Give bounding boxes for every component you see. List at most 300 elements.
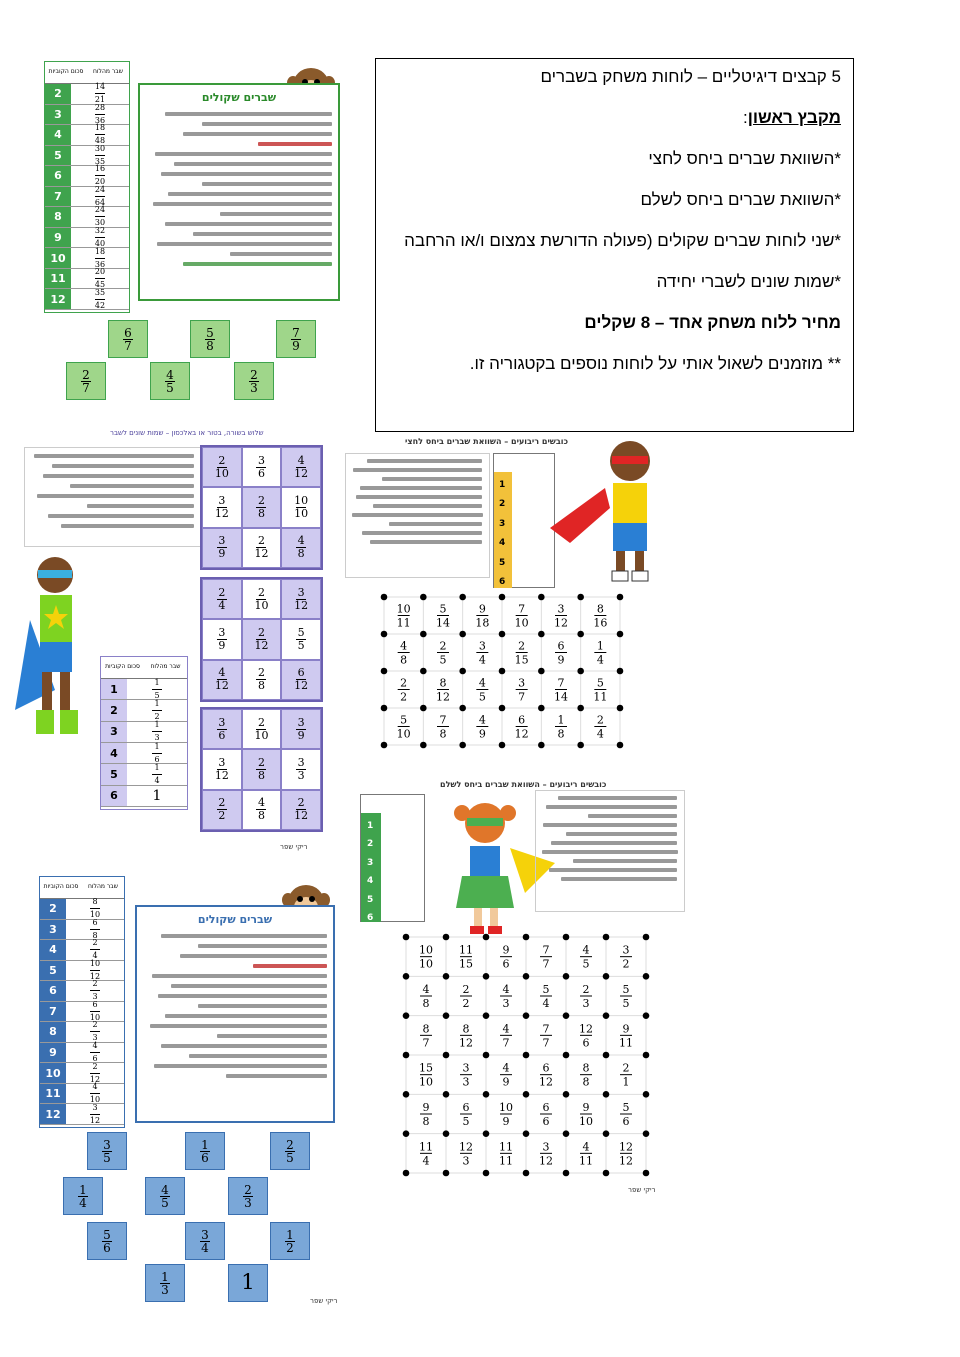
fraction-tile	[270, 1132, 310, 1170]
grid-cell	[242, 749, 282, 789]
grid-dot[interactable]	[443, 934, 450, 941]
fraction-denominator: 8	[422, 997, 430, 1010]
grid-dot[interactable]	[483, 1012, 490, 1019]
fraction: 3 4	[201, 1227, 209, 1255]
grid-dot[interactable]	[483, 973, 490, 980]
grid-dot[interactable]	[483, 934, 490, 941]
grid-dot[interactable]	[617, 668, 624, 675]
fraction-tile	[145, 1264, 185, 1302]
grid-cell	[281, 487, 321, 527]
table-row: 7 6 10	[40, 1002, 124, 1023]
fraction-numerator: 4	[502, 983, 510, 996]
fraction: 18 48	[94, 123, 106, 146]
fraction: 1	[241, 1270, 255, 1295]
fraction-numerator: 7	[542, 1022, 550, 1036]
table-row: 8 2 3	[40, 1022, 124, 1043]
fraction-denominator: 11	[579, 1154, 593, 1168]
table-row: 6 16 20	[45, 166, 129, 187]
fraction-denominator: 4	[478, 653, 486, 667]
fraction: 1 6	[201, 1137, 209, 1165]
fraction: 3 3	[297, 755, 305, 782]
fraction: 3 12	[89, 1102, 101, 1125]
fraction-numerator: 4	[502, 1061, 510, 1075]
grid-dot[interactable]	[403, 1052, 410, 1059]
fraction: 2 10	[254, 715, 269, 742]
fraction-tile	[87, 1222, 127, 1260]
fraction-numerator: 7	[542, 943, 550, 957]
table-row: 3 1 3	[101, 722, 187, 743]
grid-dot[interactable]	[499, 742, 506, 749]
grid-dot[interactable]	[538, 705, 545, 712]
grid-dot[interactable]	[563, 1130, 570, 1137]
fraction-denominator: 7	[502, 1036, 510, 1050]
grid-dot[interactable]	[603, 1012, 610, 1019]
dice-table: 1 2 3 4 5 6	[493, 453, 555, 588]
fraction-denominator: 12	[539, 1075, 553, 1089]
fraction: 2 8	[257, 755, 265, 782]
fraction-tile	[234, 362, 274, 400]
fraction-tile	[150, 362, 190, 400]
fraction-numerator: 2	[622, 1061, 630, 1075]
fraction: 1	[152, 787, 162, 804]
fraction: 2 4	[218, 585, 226, 612]
grid-dot[interactable]	[459, 631, 466, 638]
fraction-denominator: 16	[593, 616, 608, 630]
grid-cell	[242, 447, 282, 487]
fraction-denominator: 9	[478, 727, 486, 741]
grid-dot[interactable]	[617, 742, 624, 749]
grid-dot[interactable]	[577, 594, 584, 601]
instructions-panel	[138, 83, 340, 301]
instructions-panel	[345, 453, 490, 578]
table-row: 10 18 36	[45, 248, 129, 269]
item-equivalent: *שני לוחות שברים שקולים (פעולה הדורשת צמצום ו/או הרחבה	[404, 231, 841, 250]
grid-dot[interactable]	[381, 705, 388, 712]
grid-dot[interactable]	[523, 1012, 530, 1019]
fraction: 10 10	[294, 493, 309, 520]
dice-table: 1 2 3 4 5 6	[360, 794, 425, 922]
instructions-panel	[135, 905, 335, 1123]
fraction: 1 2	[286, 1227, 294, 1255]
dice-table: סכום הקוביות שבר מהלוח 2 8 10 3 6 8 4 2 4 5 10 12 6 2 3 7 6 10 8 2 3 9 4 6 10 2 12 11 4 10 12 3 12	[39, 876, 125, 1128]
fraction: 1 5	[152, 678, 162, 701]
grid-dot[interactable]	[603, 973, 610, 980]
fraction: 1 3	[161, 1269, 169, 1297]
fraction: 16 20	[94, 164, 106, 187]
grid-dot[interactable]	[563, 1012, 570, 1019]
fraction-grid-3	[200, 707, 323, 832]
fraction-tile	[63, 1177, 103, 1215]
grid-dot[interactable]	[403, 1091, 410, 1098]
fraction-tile	[228, 1264, 268, 1302]
fraction-numerator: 6	[542, 1061, 550, 1075]
fraction-numerator: 2	[582, 983, 590, 996]
fraction-denominator: 14	[436, 616, 450, 630]
fraction: 7 9	[292, 325, 300, 353]
superhero-boy-illustration	[10, 550, 110, 745]
fraction-numerator: 1	[596, 639, 604, 653]
fraction-numerator: 3	[557, 602, 565, 616]
fraction-denominator: 14	[554, 690, 568, 704]
grid-dot[interactable]	[643, 934, 650, 941]
fraction-numerator: 2	[518, 639, 526, 653]
grid-dot[interactable]	[459, 705, 466, 712]
fraction: 2 2	[218, 796, 226, 823]
grid-dot[interactable]	[643, 1091, 650, 1098]
board-unit-names-purple	[10, 425, 330, 855]
fraction-numerator: 11	[419, 1140, 433, 1154]
grid-cell	[281, 660, 321, 700]
fraction: 28 36	[94, 102, 106, 125]
grid-dot[interactable]	[420, 594, 427, 601]
grid-dot[interactable]	[443, 1012, 450, 1019]
grid-dot[interactable]	[563, 1091, 570, 1098]
fraction-denominator: 11	[396, 616, 411, 630]
grid-dot[interactable]	[443, 1170, 450, 1177]
fraction: 3 12	[214, 493, 229, 520]
fraction-tile	[228, 1177, 268, 1215]
fraction: 3 9	[218, 534, 226, 561]
fraction: 2 12	[294, 796, 309, 823]
grid-cell	[202, 579, 242, 619]
fraction-denominator: 2	[400, 690, 408, 704]
grid-dot[interactable]	[499, 594, 506, 601]
grid-dot[interactable]	[617, 594, 624, 601]
fraction: 4 12	[214, 666, 229, 693]
fraction-numerator: 8	[422, 1022, 430, 1036]
fraction-grid-2	[200, 577, 323, 702]
table-row: 6 1	[101, 786, 187, 807]
fraction: 6 7	[124, 325, 132, 353]
fraction: 5 5	[297, 625, 305, 652]
grid-dot[interactable]	[459, 594, 466, 601]
fraction-numerator: 15	[419, 1061, 433, 1075]
fraction-numerator: 9	[622, 1022, 630, 1036]
fraction: 4 12	[294, 453, 309, 480]
fraction-denominator: 12	[514, 727, 529, 741]
fraction-numerator: 4	[478, 676, 486, 690]
grid-cell	[281, 709, 321, 749]
fraction: 2 3	[90, 979, 100, 1002]
grid-dot[interactable]	[403, 973, 410, 980]
fraction: 1 3	[152, 720, 162, 743]
fraction-tile	[276, 320, 316, 358]
grid-dot[interactable]	[420, 631, 427, 638]
fraction: 4 8	[297, 534, 305, 561]
fraction-denominator: 5	[439, 653, 447, 667]
fraction-numerator: 6	[542, 1101, 550, 1114]
grid-dot[interactable]	[483, 1130, 490, 1137]
grid-cell	[281, 790, 321, 830]
fraction: 10 12	[89, 958, 101, 981]
fraction-numerator: 4	[422, 983, 430, 996]
grid-dot[interactable]	[420, 742, 427, 749]
item-whole: *השוואת שברים ביחס לשלם	[640, 190, 841, 209]
fraction: 3 6	[218, 715, 226, 742]
grid-dot[interactable]	[643, 1130, 650, 1137]
fraction: 2 12	[254, 534, 269, 561]
grid-cell	[281, 579, 321, 619]
fraction: 2 12	[89, 1061, 101, 1084]
signature: ריקי שפר	[628, 1186, 656, 1194]
fraction-numerator: 2	[596, 713, 604, 727]
grid-dot[interactable]	[538, 631, 545, 638]
product-info-box	[375, 58, 854, 432]
fraction-tile	[270, 1222, 310, 1260]
fraction-numerator: 5	[400, 713, 408, 727]
grid-dot[interactable]	[603, 1170, 610, 1177]
fraction: 4 10	[89, 1082, 101, 1105]
grid-dot[interactable]	[403, 934, 410, 941]
grid-dot[interactable]	[603, 1130, 610, 1137]
fraction-tile	[185, 1132, 225, 1170]
fraction-denominator: 8	[582, 1075, 590, 1089]
fraction-denominator: 8	[557, 727, 565, 741]
fraction-numerator: 5	[622, 983, 630, 996]
fraction: 30 35	[94, 143, 106, 166]
fraction-numerator: 12	[579, 1022, 593, 1036]
fraction-grid-1	[200, 445, 323, 570]
fraction-denominator: 11	[499, 1154, 513, 1168]
grid-dot[interactable]	[617, 631, 624, 638]
grid-cell	[202, 660, 242, 700]
grid-dot[interactable]	[499, 668, 506, 675]
grid-dot[interactable]	[563, 1170, 570, 1177]
fraction-denominator: 2	[462, 997, 470, 1010]
grid-dot[interactable]	[603, 1091, 610, 1098]
table-row: 2 8 10	[40, 899, 124, 920]
fraction-numerator: 4	[478, 713, 486, 727]
fraction-denominator: 10	[514, 616, 529, 630]
fraction: 3 5	[103, 1137, 111, 1165]
board-equivalent-blue	[35, 872, 350, 1312]
board-equivalent-green	[40, 55, 350, 400]
fraction-numerator: 7	[518, 602, 526, 616]
fraction-numerator: 3	[518, 676, 526, 690]
fraction-denominator: 6	[622, 1115, 630, 1128]
fraction-numerator: 8	[439, 676, 447, 690]
fraction-denominator: 12	[554, 616, 568, 630]
fraction: 24 30	[94, 205, 106, 228]
fraction-numerator: 7	[557, 676, 565, 690]
fraction-numerator: 9	[422, 1101, 430, 1114]
grid-dot[interactable]	[483, 1091, 490, 1098]
fraction: 2 4	[90, 938, 100, 961]
fraction-numerator: 8	[462, 1022, 470, 1036]
fraction-denominator: 7	[542, 957, 550, 971]
table-row: 12 35 42	[45, 289, 129, 310]
grid-dot[interactable]	[523, 1091, 530, 1098]
fraction-denominator: 9	[502, 1115, 510, 1128]
fraction-numerator: 9	[502, 943, 510, 957]
grid-dot[interactable]	[443, 1091, 450, 1098]
grid-dot[interactable]	[459, 742, 466, 749]
fraction-tile	[145, 1177, 185, 1215]
fraction-denominator: 7	[422, 1036, 430, 1050]
fraction-numerator: 2	[439, 639, 447, 653]
grid-dot[interactable]	[499, 705, 506, 712]
grid-dot[interactable]	[459, 668, 466, 675]
fraction-numerator: 4	[400, 639, 408, 653]
fraction-numerator: 12	[459, 1140, 473, 1154]
fraction-numerator: 12	[619, 1140, 633, 1154]
fraction: 4 5	[166, 367, 174, 395]
grid-cell	[281, 447, 321, 487]
board-title: כובשים ריבועים – השוואת שברים ביחס לשלם	[440, 780, 607, 789]
grid-cell	[242, 487, 282, 527]
fraction-tile	[108, 320, 148, 358]
grid-dot[interactable]	[381, 742, 388, 749]
instructions-panel	[535, 790, 685, 912]
grid-dot[interactable]	[603, 934, 610, 941]
fraction: 2 8	[257, 666, 265, 693]
table-row: 4 18 48	[45, 125, 129, 146]
table-row: 3 6 8	[40, 920, 124, 941]
fraction: 2 8	[257, 493, 265, 520]
grid-dot[interactable]	[617, 705, 624, 712]
grid-cell	[202, 487, 242, 527]
grid-dot[interactable]	[523, 1170, 530, 1177]
grid-dot[interactable]	[403, 1170, 410, 1177]
grid-dot[interactable]	[443, 1052, 450, 1059]
grid-dot[interactable]	[577, 668, 584, 675]
grid-dot[interactable]	[483, 1052, 490, 1059]
grid-dot[interactable]	[523, 1130, 530, 1137]
grid-dot[interactable]	[523, 934, 530, 941]
dice-table: סכום הקוביות שבר מהלוח 2 14 21 3 28 36 4 18 48 5 30 35 6 16 20 7 24 64 8 24 30 9 32 40 10 18 36 11 20 45 12 35 42	[44, 61, 130, 313]
grid-dot[interactable]	[563, 934, 570, 941]
grid-cell	[281, 619, 321, 659]
fraction-denominator: 6	[502, 957, 510, 971]
fraction-denominator: 3	[462, 1075, 470, 1089]
fraction-numerator: 8	[596, 602, 604, 616]
grid-dot[interactable]	[603, 1052, 610, 1059]
fraction-denominator: 8	[422, 1115, 430, 1128]
fraction-numerator: 3	[478, 639, 486, 653]
fraction-denominator: 7	[542, 1036, 550, 1050]
grid-dot[interactable]	[643, 1012, 650, 1019]
fraction: 1 4	[79, 1182, 87, 1210]
table-row: 4 2 4	[40, 940, 124, 961]
grid-dot[interactable]	[443, 973, 450, 980]
fraction-numerator: 1	[557, 713, 565, 727]
grid-cell	[202, 790, 242, 830]
grid-dot[interactable]	[643, 1170, 650, 1177]
fraction-denominator: 5	[582, 957, 590, 971]
grid-dot[interactable]	[381, 668, 388, 675]
fraction-denominator: 8	[400, 653, 408, 667]
grid-dot[interactable]	[643, 973, 650, 980]
grid-cell	[281, 528, 321, 568]
table-row: 7 24 64	[45, 187, 129, 208]
fraction-denominator: 10	[419, 1075, 433, 1089]
grid-cell	[242, 660, 282, 700]
fraction-denominator: 5	[462, 1115, 470, 1128]
fraction-numerator: 3	[462, 1061, 470, 1075]
fraction-denominator: 4	[596, 653, 604, 667]
table-row: 2 14 21	[45, 84, 129, 105]
signature: ריקי שפר	[280, 843, 308, 851]
fraction: 5 8	[206, 325, 214, 353]
grid-cell	[281, 749, 321, 789]
invite-line: ** מוזמנים לשאול אותי על לוחות נוספים בקטגוריה זו.	[469, 354, 841, 373]
fraction: 6 10	[89, 999, 101, 1022]
fraction-denominator: 10	[579, 1115, 593, 1128]
table-row: 6 2 3	[40, 981, 124, 1002]
fraction: 5 6	[103, 1227, 111, 1255]
grid-dot[interactable]	[577, 631, 584, 638]
grid-cell	[202, 528, 242, 568]
fraction-numerator: 5	[542, 983, 550, 996]
grid-dot[interactable]	[403, 1130, 410, 1137]
fraction: 32 40	[94, 225, 106, 248]
fraction: 3 12	[294, 585, 309, 612]
grid-dot[interactable]	[563, 1052, 570, 1059]
grid-dot[interactable]	[577, 705, 584, 712]
fraction: 2 10	[214, 453, 229, 480]
fraction: 14 21	[94, 82, 106, 105]
grid-dot[interactable]	[577, 742, 584, 749]
fraction-numerator: 9	[478, 602, 486, 616]
fraction-denominator: 4	[422, 1154, 430, 1168]
table-row: 4 1 6	[101, 743, 187, 764]
fraction-numerator: 10	[396, 602, 411, 616]
item-unit-names: *שמות שונים לשברי יחידה	[656, 272, 841, 291]
board-title: שלוש בשורה, בטור או באלכסון – שמות שונים לשבר	[110, 429, 264, 437]
fraction-denominator: 11	[619, 1036, 633, 1050]
fraction: 1 6	[152, 742, 162, 765]
grid-dot[interactable]	[420, 705, 427, 712]
grid-dot[interactable]	[499, 631, 506, 638]
grid-dot[interactable]	[381, 594, 388, 601]
grid-dot[interactable]	[403, 1012, 410, 1019]
fraction: 4 5	[161, 1182, 169, 1210]
fraction-tile	[190, 320, 230, 358]
grid-dot[interactable]	[538, 742, 545, 749]
fraction-numerator: 5	[439, 602, 447, 616]
grid-dot[interactable]	[443, 1130, 450, 1137]
fraction-denominator: 18	[475, 616, 490, 630]
grid-dot[interactable]	[538, 668, 545, 675]
fraction-denominator: 8	[439, 727, 447, 741]
fraction: 2 3	[244, 1182, 252, 1210]
fraction-denominator: 3	[462, 1154, 470, 1168]
dot-grid	[402, 933, 657, 1188]
fraction-numerator: 5	[596, 676, 604, 690]
fraction-denominator: 6	[542, 1115, 550, 1128]
fraction-denominator: 9	[557, 653, 565, 667]
grid-dot[interactable]	[381, 631, 388, 638]
fraction-denominator: 9	[502, 1075, 510, 1089]
grid-dot[interactable]	[643, 1052, 650, 1059]
fraction-denominator: 5	[478, 690, 486, 704]
fraction: 2 10	[254, 585, 269, 612]
grid-dot[interactable]	[483, 1170, 490, 1177]
fraction-numerator: 7	[439, 713, 447, 727]
grid-dot[interactable]	[563, 973, 570, 980]
table-row: 11 4 10	[40, 1084, 124, 1105]
grid-dot[interactable]	[523, 1052, 530, 1059]
board-title: שברים שקולים	[197, 913, 273, 926]
board-title: כובשים ריבועים – השוואת שברים ביחס לחצי	[405, 437, 569, 446]
fraction-numerator: 3	[542, 1140, 550, 1154]
table-row: 5 10 12	[40, 961, 124, 982]
grid-dot[interactable]	[538, 594, 545, 601]
grid-dot[interactable]	[420, 668, 427, 675]
grid-dot[interactable]	[523, 973, 530, 980]
fraction: 1 2	[152, 699, 162, 722]
fraction-numerator: 2	[462, 983, 470, 996]
